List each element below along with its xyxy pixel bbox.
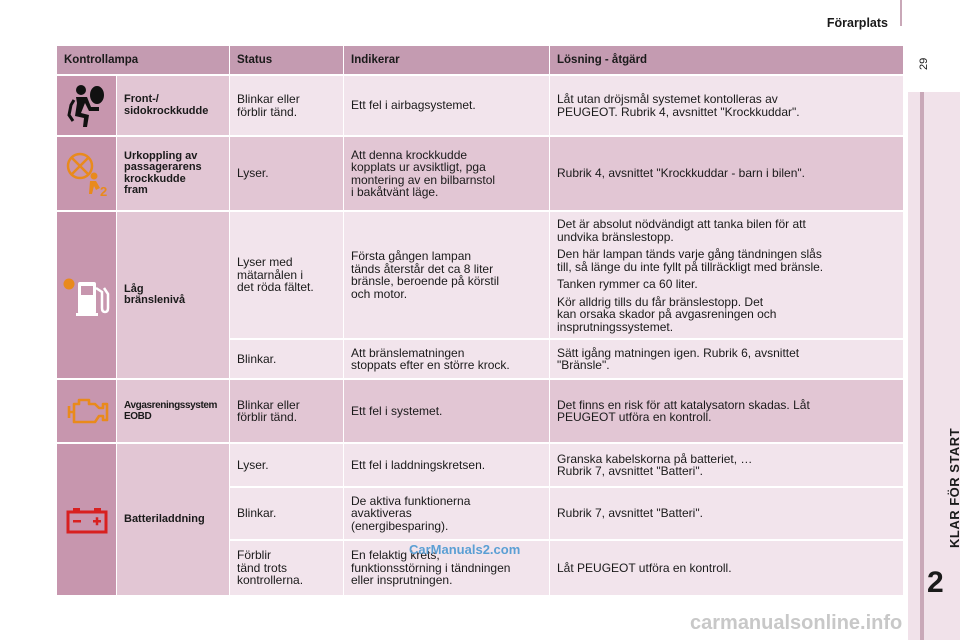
page-number: 29: [918, 57, 930, 70]
solution-cell: Det finns en risk för att katalysatorn skadas. Låt PEUGEOT utföra en kontroll.: [550, 380, 903, 442]
lamp-label: Urkoppling av passagerarens krockkudde fram: [117, 137, 229, 210]
indication-cell: Att denna krockkudde kopplats ur avsiktligt, pga montering av en bilbarnstol i bakåtvänt läge.: [344, 137, 549, 210]
watermark-text: carmanualsonline.info: [690, 612, 903, 634]
indication-cell: Ett fel i laddningskretsen.: [344, 444, 549, 486]
indication-cell: En felaktig krets, funktionsstörning i tändningen eller insprutningen.: [344, 541, 549, 595]
solution-cell: Rubrik 4, avsnittet "Krockkuddar - barn i bilen".: [550, 137, 903, 210]
indication-cell: Ett fel i systemet.: [344, 380, 549, 442]
solution-cell: Sätt igång matningen igen. Rubrik 6, avsnittet "Bränsle".: [550, 340, 903, 378]
solution-cell: Granska kabelskorna på batteriet, … Rubrik 7, avsnittet "Batteri".: [550, 444, 903, 486]
lamp-icon-cell: [57, 76, 116, 135]
indication-cell: Första gången lampan tänds återstår det ca 8 liter bränsle, beroende på körstil och motor.: [344, 212, 549, 338]
solution-paragraph: Den här lampan tänds varje gång tändningen slås till, så länge du inte fyllt på tillräckligt med bränsle.: [557, 247, 824, 274]
solution-paragraph: Det är absolut nödvändigt att tanka bilen för att undvika bränslestopp.: [557, 217, 806, 244]
chapter-tab: [908, 92, 960, 640]
solution-paragraph: Tanken rymmer ca 60 liter.: [557, 277, 698, 291]
status-cell: Blinkar eller förblir tänd.: [230, 380, 343, 442]
top-divider: [900, 0, 902, 26]
battery-icon: [65, 492, 109, 547]
engine-check-icon: [65, 384, 109, 439]
status-cell: Blinkar eller förblir tänd.: [230, 76, 343, 135]
solution-paragraph: Kör alldrig tills du får bränslestopp. Det kan orsaka skador på avgasreningen och insprutningssystemet.: [557, 294, 777, 334]
airbag-off-icon: [64, 137, 110, 210]
airbag-person-icon: [67, 70, 107, 141]
fuel-pump-icon: [62, 258, 112, 333]
svg-text:2: 2: [99, 183, 107, 199]
lamp-icon-cell: [57, 380, 116, 442]
status-cell: Blinkar.: [230, 340, 343, 378]
status-cell: Blinkar.: [230, 488, 343, 539]
lamp-label: Låg bränslenivå: [117, 212, 229, 378]
solution-cell: Låt PEUGEOT utföra en kontroll.: [550, 541, 903, 595]
indication-cell: De aktiva funktionerna avaktiveras (energibesparing).: [344, 488, 549, 539]
indication-cell: Ett fel i airbagsystemet.: [344, 76, 549, 135]
lamp-label: Front-/ sidokrockkudde: [117, 76, 229, 135]
header-status: Status: [230, 46, 343, 74]
solution-cell: Rubrik 7, avsnittet "Batteri".: [550, 488, 903, 539]
chapter-number: 2: [927, 566, 944, 599]
solution-cell: Låt utan dröjsmål systemet kontolleras av PEUGEOT. Rubrik 4, avsnittet "Krockkuddar".: [550, 76, 903, 135]
status-cell: Förblir tänd trots kontrollerna.: [230, 541, 343, 595]
lamp-icon-cell: [57, 444, 116, 595]
lamp-label: Batteriladdning: [117, 444, 229, 595]
solution-cell: [550, 212, 903, 338]
watermark-link[interactable]: CarManuals2.com: [409, 542, 521, 557]
chapter-label: KLAR FÖR START: [947, 427, 962, 548]
lamp-icon-cell: [57, 212, 116, 378]
chapter-tab-bar: [920, 92, 924, 640]
status-cell: Lyser.: [230, 444, 343, 486]
indication-cell: Att bränslematningen stoppats efter en större krock.: [344, 340, 549, 378]
lamp-label: Avgasreningssystem EOBD: [117, 380, 229, 442]
header-indication: Indikerar: [344, 46, 549, 74]
lamp-icon-cell: [57, 137, 116, 210]
header-solution: Lösning - åtgärd: [550, 46, 903, 74]
status-cell: Lyser.: [230, 137, 343, 210]
header-lamp: Kontrollampa: [57, 46, 229, 74]
section-title: Förarplats: [826, 16, 888, 30]
status-cell: Lyser med mätarnålen i det röda fältet.: [230, 212, 343, 338]
